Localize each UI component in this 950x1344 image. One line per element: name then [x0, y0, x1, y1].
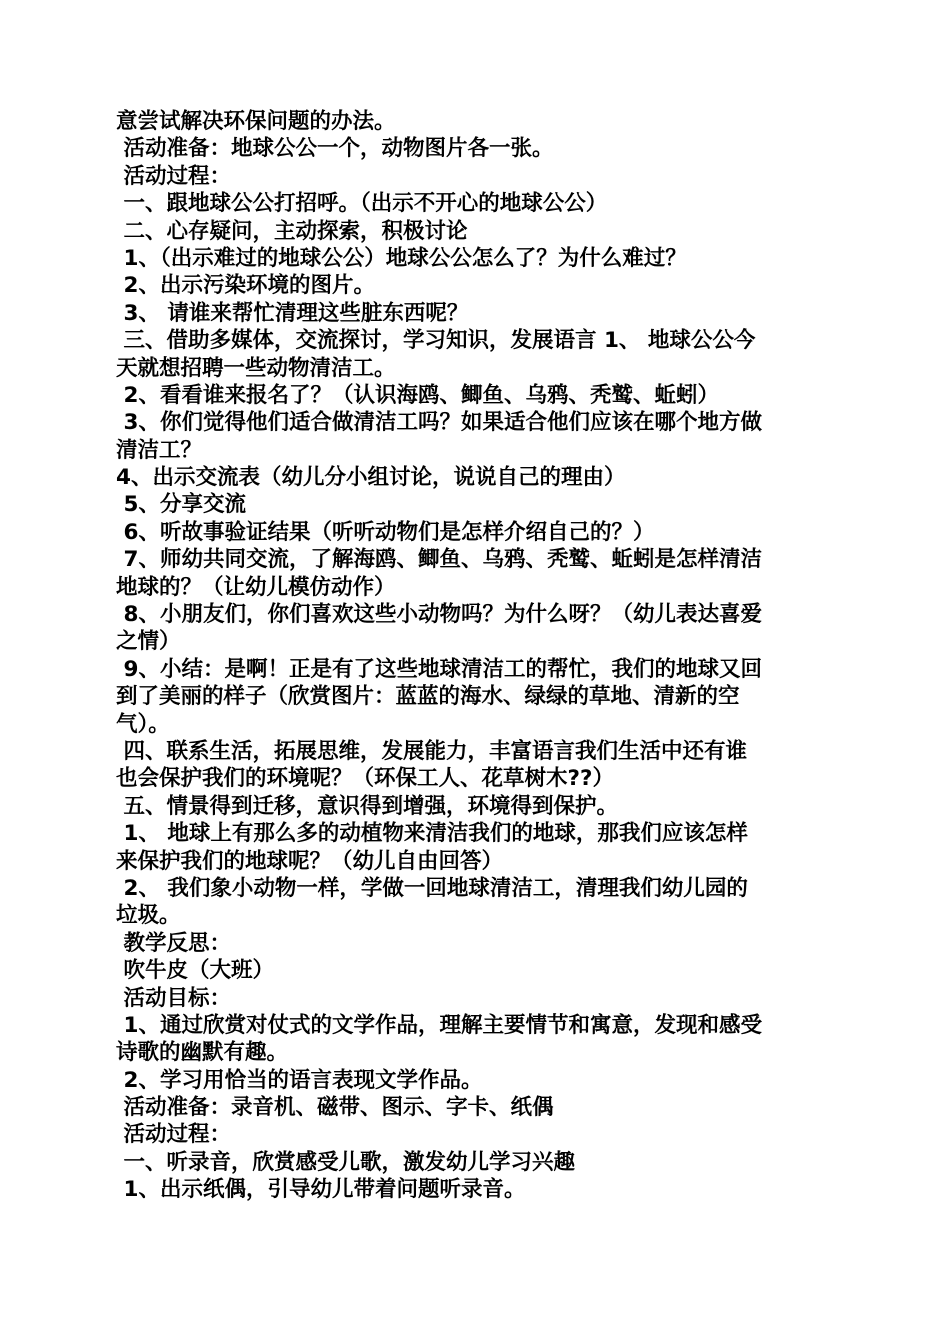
text-line: 二、心存疑问，主动探索，积极讨论: [116, 218, 468, 244]
text-line: 1、（出示难过的地球公公）地球公公怎么了？为什么难过？: [116, 245, 687, 271]
text-line: 活动目标：: [116, 985, 231, 1011]
text-line: 8、小朋友们，你们喜欢这些小动物吗？为什么呀？（幼儿表达喜爱: [116, 602, 762, 628]
text-line: 教学反思：: [116, 930, 231, 956]
document-body: [116, 108, 836, 1204]
text-line: 之情）: [116, 629, 181, 655]
text-line: 也会保护我们的环境呢？（环保工人、花草树木??）: [116, 766, 614, 792]
text-line: 5、分享交流: [116, 492, 246, 518]
text-line: 活动准备：地球公公一个，动物图片各一张。: [116, 136, 554, 162]
text-line: 1、出示纸偶，引导幼儿带着问题听录音。: [116, 1177, 526, 1203]
text-line: 2、出示污染环境的图片。: [116, 273, 375, 299]
text-line: 来保护我们的地球呢？（幼儿自由回答）: [116, 848, 504, 874]
text-line: 7、师幼共同交流，了解海鸥、鲫鱼、乌鸦、秃鹫、蚯蚓是怎样清洁: [116, 547, 762, 573]
text-line: 3、你们觉得他们适合做清洁工吗？如果适合他们应该在哪个地方做: [116, 410, 762, 436]
text-line: 垃圾。: [116, 903, 181, 929]
text-line: 活动准备：录音机、磁带、图示、字卡、纸偶: [116, 1095, 554, 1121]
text-line: 气）。: [116, 711, 170, 737]
text-line: 地球的？（让幼儿模仿动作）: [116, 574, 396, 600]
text-line: 一、听录音，欣赏感受儿歌，激发幼儿学习兴趣: [116, 1149, 575, 1175]
text-line: 到了美丽的样子（欣赏图片：蓝蓝的海水、绿绿的草地、清新的空: [116, 684, 740, 710]
text-line: 五、情景得到迁移，意识得到增强，环境得到保护。: [116, 793, 618, 819]
text-line: 吹牛皮（大班）: [116, 958, 274, 984]
text-line: 一、跟地球公公打招呼。（出示不开心的地球公公）: [116, 191, 608, 217]
text-line: 意尝试解决环保问题的办法。: [116, 109, 396, 134]
text-line: 四、联系生活，拓展思维，发展能力，丰富语言我们生活中还有谁: [116, 738, 747, 764]
text-line: 3、 请谁来帮忙清理这些脏东西呢？: [116, 300, 469, 326]
text-line: 2、 我们象小动物一样，学做一回地球清洁工，清理我们幼儿园的: [116, 875, 748, 901]
text-line: 2、看看谁来报名了？（认识海鸥、鲫鱼、乌鸦、秃鹫、蚯蚓）: [116, 382, 719, 408]
text-line: 活动过程：: [116, 1122, 231, 1148]
text-line: 三、借助多媒体，交流探讨，学习知识，发展语言 1、 地球公公今: [116, 328, 756, 354]
text-line: 天就想招聘一些动物清洁工。: [116, 355, 396, 381]
text-line: 6、听故事验证结果（听听动物们是怎样介绍自己的？）: [116, 519, 655, 545]
text-line: 1、 地球上有那么多的动植物来清洁我们的地球，那我们应该怎样: [116, 821, 748, 847]
text-line: 活动过程：: [116, 163, 231, 189]
text-line: 清洁工？: [116, 437, 203, 463]
text-line: 诗歌的幽默有趣。: [116, 1040, 289, 1066]
text-line: 4、出示交流表（幼儿分小组讨论，说说自己的理由）: [116, 465, 626, 491]
text-line: 1、通过欣赏对仗式的文学作品，理解主要情节和寓意，发现和感受: [116, 1012, 762, 1038]
text-line: 9、小结：是啊！正是有了这些地球清洁工的帮忙，我们的地球又回: [116, 656, 762, 682]
text-line: 2、学习用恰当的语言表现文学作品。: [116, 1067, 483, 1093]
